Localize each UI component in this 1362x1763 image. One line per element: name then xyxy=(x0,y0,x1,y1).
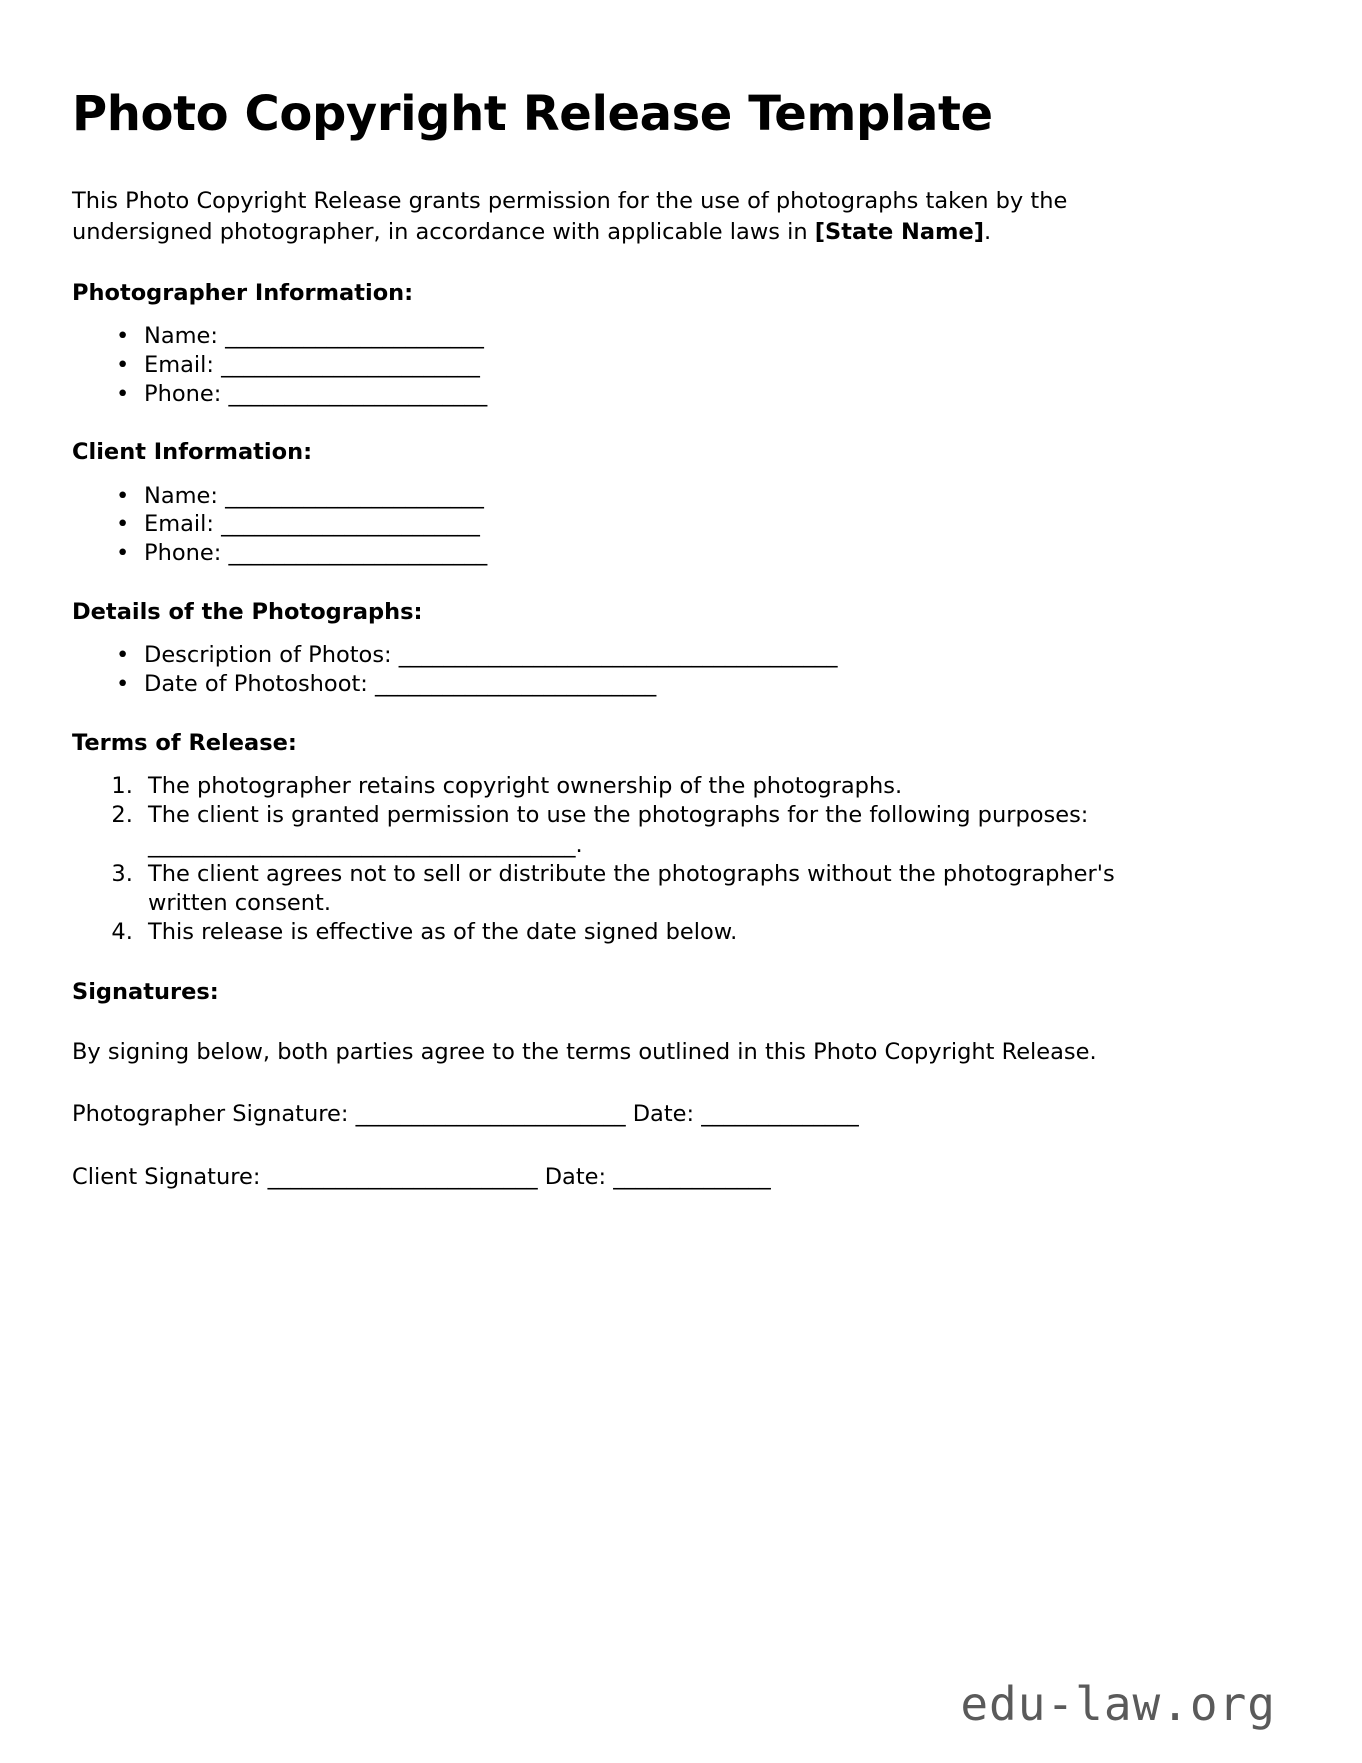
list-item xyxy=(144,351,1272,380)
field-blank[interactable]: _________________________ xyxy=(375,671,657,698)
signature-consent-text: By signing below, both parties agree to the terms outlined in this Photo Copyright Release. xyxy=(72,1038,1097,1065)
field-blank[interactable]: _______________________ xyxy=(228,540,488,567)
photographer-signature-label: Photographer Signature: xyxy=(72,1101,349,1128)
client-information-heading: Client Information: xyxy=(72,439,313,466)
client-date-label: Date: xyxy=(544,1163,607,1190)
client-signature-label: Client Signature: xyxy=(72,1163,261,1190)
field-blank[interactable]: _______________________ xyxy=(225,482,484,509)
field-blank[interactable]: _______________________ xyxy=(228,380,488,407)
field-label: Email: xyxy=(144,511,215,538)
field-label: Email: xyxy=(144,351,215,378)
field-label: Date of Photoshoot: xyxy=(144,671,368,698)
photographer-information-fields xyxy=(72,322,1272,408)
field-blank[interactable]: _______________________ xyxy=(221,511,480,538)
intro-text-before: This Photo Copyright Release grants permission for the use of photographs taken by the undersigned photographer, in accordance with applicable laws in xyxy=(72,187,1068,246)
client-signature-blank[interactable]: ________________________ xyxy=(267,1163,538,1190)
list-item: 2. The client is granted permission to use the photographs for the following purposes: ______________________________________. xyxy=(140,801,1178,860)
site-watermark: edu-law.org xyxy=(960,1677,1276,1731)
photographer-information-heading: Photographer Information: xyxy=(72,279,414,306)
photographer-signature-blank[interactable]: ________________________ xyxy=(355,1101,626,1128)
field-blank[interactable]: _______________________ xyxy=(221,351,480,378)
list-item: 4. This release is effective as of the date signed below. xyxy=(140,918,1178,947)
list-item: 1. The photographer retains copyright ownership of the photographs. xyxy=(140,772,1178,801)
list-item xyxy=(144,641,1272,670)
intro-text-after: . xyxy=(984,219,992,246)
terms-of-release-list xyxy=(72,772,1272,948)
client-information-fields xyxy=(72,482,1272,568)
field-blank[interactable]: _______________________ xyxy=(225,323,484,349)
photographer-signature-line xyxy=(72,1099,1272,1129)
field-blank[interactable]: _______________________________________ xyxy=(398,642,838,669)
page-title: Photo Copyright Release Template xyxy=(72,86,993,142)
client-signature-line xyxy=(72,1162,1272,1192)
client-date-blank[interactable]: ______________ xyxy=(613,1163,771,1190)
signatures-heading: Signatures: xyxy=(72,978,219,1005)
state-name-placeholder: [State Name] xyxy=(814,219,985,246)
field-label: Name: xyxy=(144,323,218,349)
field-label: Description of Photos: xyxy=(144,642,392,669)
list-item xyxy=(144,482,1272,511)
field-label: Name: xyxy=(144,482,218,509)
list-item xyxy=(144,510,1272,539)
photographer-date-blank[interactable]: ______________ xyxy=(701,1101,859,1128)
list-item: 3. The client agrees not to sell or distribute the photographs without the photographer's written consent. xyxy=(140,860,1178,919)
terms-of-release-heading: Terms of Release: xyxy=(72,729,297,756)
intro-paragraph xyxy=(72,186,1132,249)
photographer-date-label: Date: xyxy=(632,1101,695,1128)
list-item xyxy=(144,670,1272,699)
list-item xyxy=(144,539,1272,568)
field-label: Phone: xyxy=(144,540,222,567)
photograph-details-fields xyxy=(72,641,1272,699)
list-item xyxy=(144,380,1272,409)
list-item xyxy=(144,322,1272,351)
photograph-details-heading: Details of the Photographs: xyxy=(72,599,423,626)
field-label: Phone: xyxy=(144,380,222,407)
